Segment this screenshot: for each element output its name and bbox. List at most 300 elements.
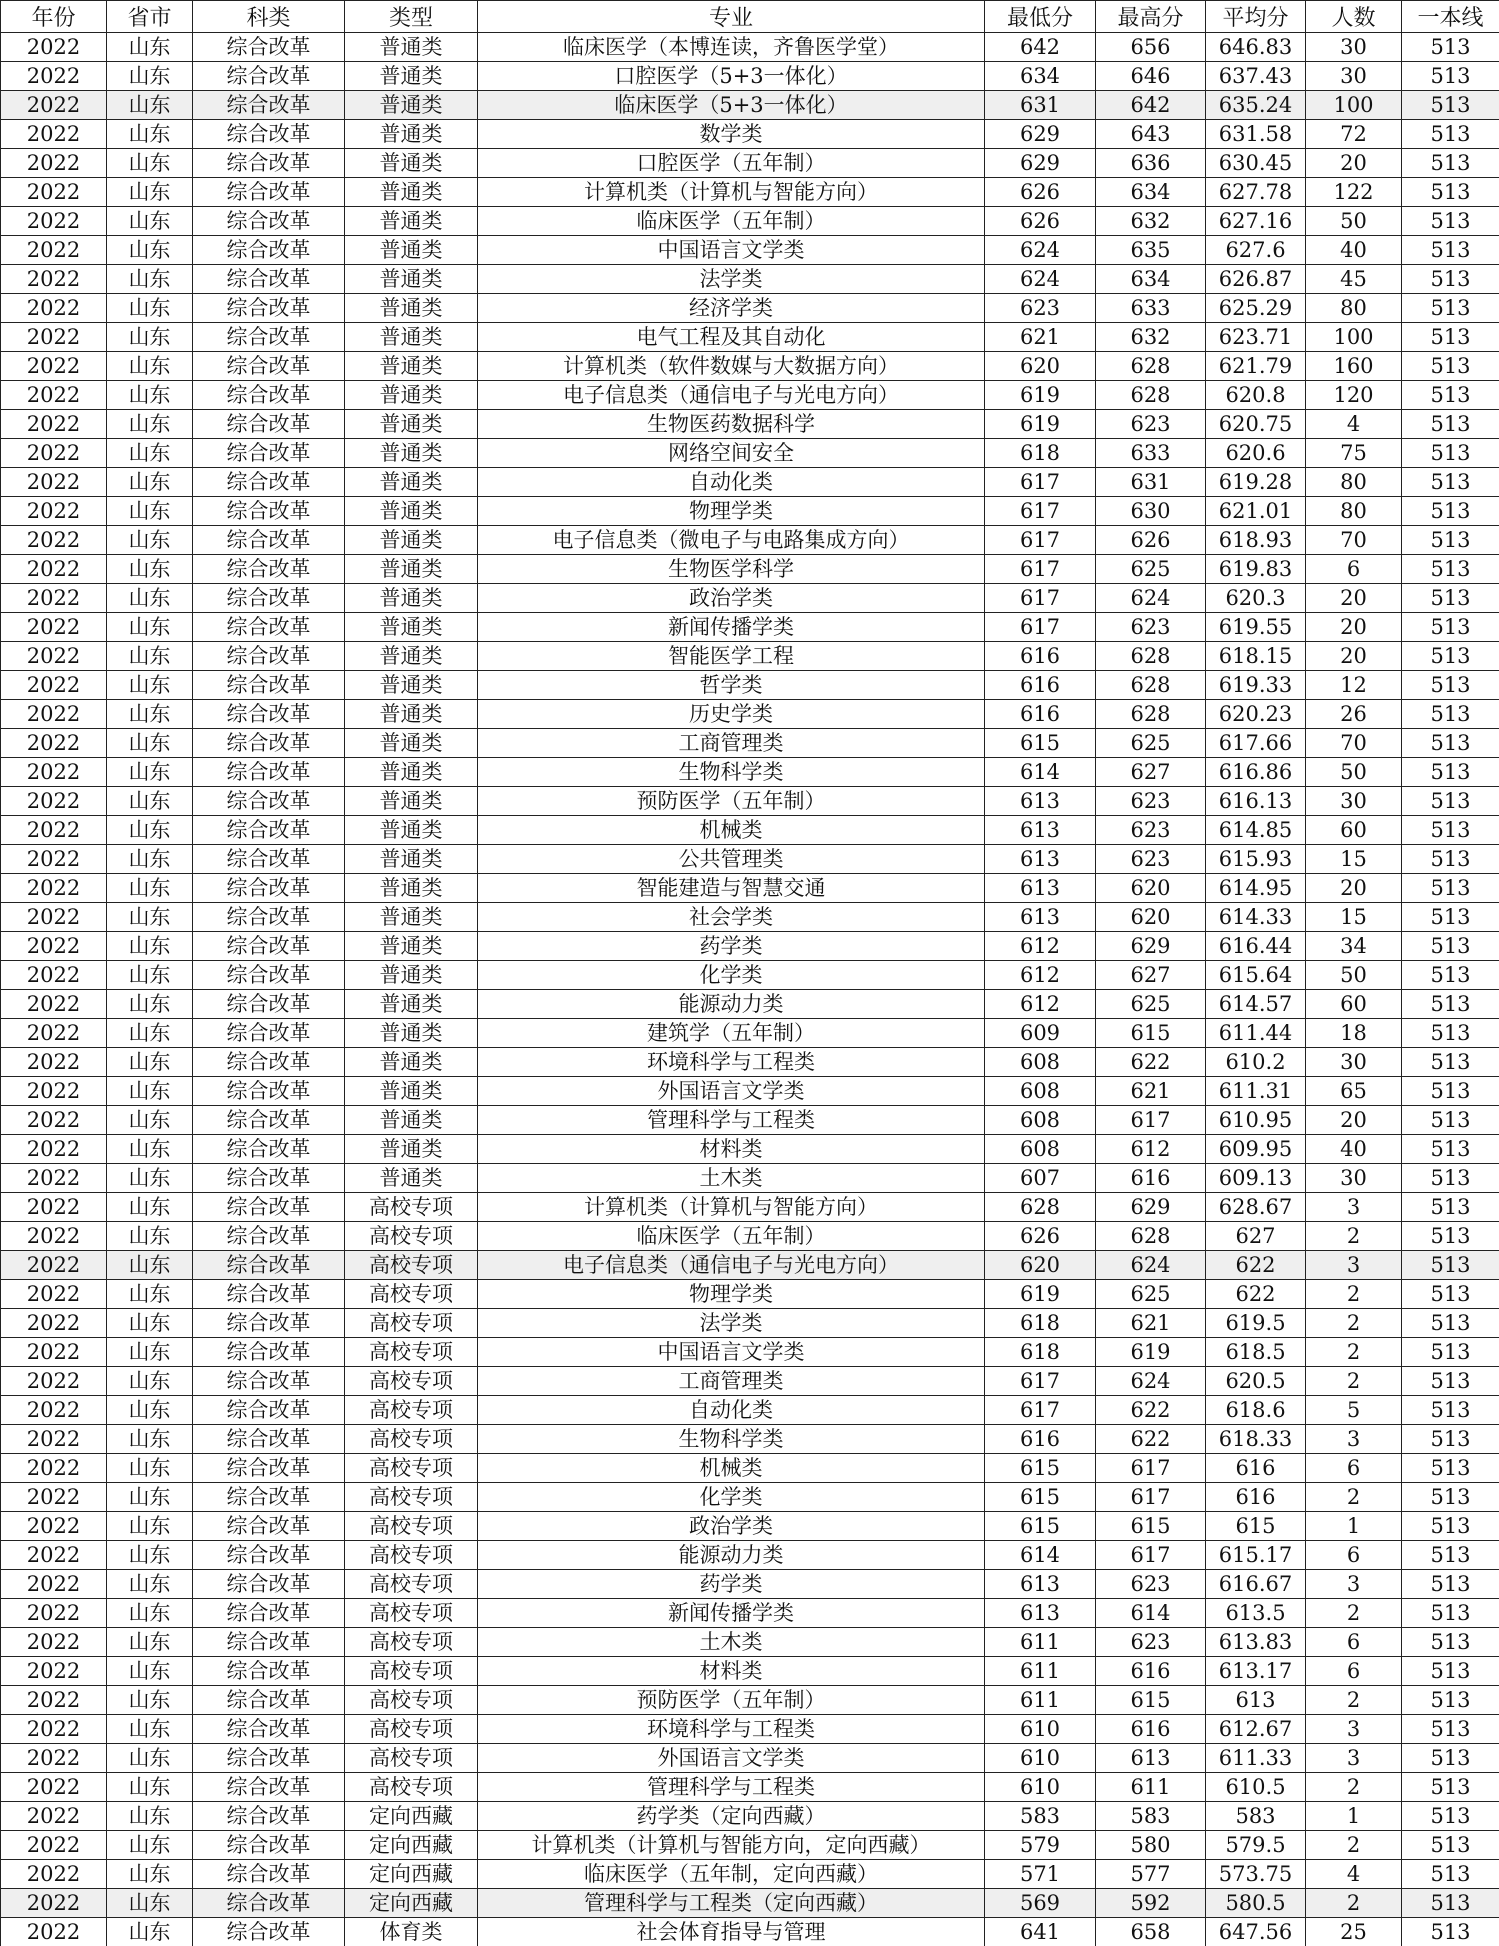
avg-score-cell: 619.83 (1206, 555, 1306, 584)
max-score-cell: 628 (1096, 700, 1206, 729)
count-cell: 1 (1306, 1802, 1402, 1831)
major-cell: 材料类 (478, 1135, 985, 1164)
year-cell: 2022 (1, 1802, 107, 1831)
max-score-cell: 623 (1096, 1570, 1206, 1599)
subject-cell: 综合改革 (193, 1280, 345, 1309)
max-score-cell: 620 (1096, 874, 1206, 903)
province-cell: 山东 (107, 1454, 193, 1483)
province-cell: 山东 (107, 1831, 193, 1860)
major-cell: 药学类 (478, 932, 985, 961)
major-cell: 物理学类 (478, 497, 985, 526)
tier1-line-cell: 513 (1402, 1512, 1499, 1541)
type-cell: 普通类 (345, 961, 478, 990)
max-score-cell: 628 (1096, 1222, 1206, 1251)
table-row (1, 439, 1499, 468)
tier1-line-cell: 513 (1402, 178, 1499, 207)
subject-cell: 综合改革 (193, 555, 345, 584)
avg-score-cell: 618.93 (1206, 526, 1306, 555)
province-cell: 山东 (107, 1657, 193, 1686)
table-row (1, 816, 1499, 845)
major-cell: 管理科学与工程类（定向西藏） (478, 1889, 985, 1918)
max-score-cell: 623 (1096, 845, 1206, 874)
year-cell: 2022 (1, 1657, 107, 1686)
min-score-cell: 642 (985, 33, 1096, 62)
max-score-cell: 622 (1096, 1396, 1206, 1425)
subject-cell: 综合改革 (193, 1251, 345, 1280)
tier1-line-cell: 513 (1402, 700, 1499, 729)
type-cell: 高校专项 (345, 1570, 478, 1599)
count-cell: 2 (1306, 1889, 1402, 1918)
tier1-line-cell: 513 (1402, 1019, 1499, 1048)
header-row (1, 1, 1499, 33)
province-cell: 山东 (107, 62, 193, 91)
major-cell: 政治学类 (478, 1512, 985, 1541)
max-score-cell: 625 (1096, 555, 1206, 584)
tier1-line-cell: 513 (1402, 758, 1499, 787)
table-row (1, 1918, 1499, 1946)
year-cell: 2022 (1, 1222, 107, 1251)
tier1-line-cell: 513 (1402, 439, 1499, 468)
province-cell: 山东 (107, 1512, 193, 1541)
type-cell: 高校专项 (345, 1251, 478, 1280)
table-row (1, 758, 1499, 787)
table-row (1, 1251, 1499, 1280)
tier1-line-cell: 513 (1402, 816, 1499, 845)
table-row (1, 1541, 1499, 1570)
type-cell: 普通类 (345, 526, 478, 555)
type-cell: 普通类 (345, 120, 478, 149)
tier1-line-cell: 513 (1402, 1454, 1499, 1483)
province-cell: 山东 (107, 1715, 193, 1744)
year-cell: 2022 (1, 1309, 107, 1338)
min-score-cell: 610 (985, 1773, 1096, 1802)
count-cell: 3 (1306, 1744, 1402, 1773)
year-cell: 2022 (1, 1831, 107, 1860)
type-cell: 普通类 (345, 178, 478, 207)
year-cell: 2022 (1, 874, 107, 903)
header-min-score: 最低分 (985, 1, 1096, 33)
min-score-cell: 634 (985, 62, 1096, 91)
avg-score-cell: 622 (1206, 1280, 1306, 1309)
avg-score-cell: 613 (1206, 1686, 1306, 1715)
subject-cell: 综合改革 (193, 1773, 345, 1802)
type-cell: 普通类 (345, 584, 478, 613)
year-cell: 2022 (1, 236, 107, 265)
count-cell: 30 (1306, 1164, 1402, 1193)
province-cell: 山东 (107, 439, 193, 468)
max-score-cell: 592 (1096, 1889, 1206, 1918)
province-cell: 山东 (107, 120, 193, 149)
major-cell: 中国语言文学类 (478, 236, 985, 265)
type-cell: 高校专项 (345, 1425, 478, 1454)
count-cell: 15 (1306, 845, 1402, 874)
major-cell: 口腔医学（五年制） (478, 149, 985, 178)
min-score-cell: 612 (985, 932, 1096, 961)
province-cell: 山东 (107, 1019, 193, 1048)
province-cell: 山东 (107, 1570, 193, 1599)
table-row (1, 1077, 1499, 1106)
table-row (1, 903, 1499, 932)
tier1-line-cell: 513 (1402, 613, 1499, 642)
avg-score-cell: 615.93 (1206, 845, 1306, 874)
count-cell: 70 (1306, 526, 1402, 555)
province-cell: 山东 (107, 613, 193, 642)
year-cell: 2022 (1, 1280, 107, 1309)
province-cell: 山东 (107, 1048, 193, 1077)
min-score-cell: 609 (985, 1019, 1096, 1048)
min-score-cell: 611 (985, 1657, 1096, 1686)
tier1-line-cell: 513 (1402, 1106, 1499, 1135)
max-score-cell: 624 (1096, 1367, 1206, 1396)
subject-cell: 综合改革 (193, 120, 345, 149)
count-cell: 2 (1306, 1773, 1402, 1802)
max-score-cell: 627 (1096, 758, 1206, 787)
avg-score-cell: 614.57 (1206, 990, 1306, 1019)
table-row (1, 468, 1499, 497)
min-score-cell: 620 (985, 1251, 1096, 1280)
type-cell: 普通类 (345, 729, 478, 758)
avg-score-cell: 620.5 (1206, 1367, 1306, 1396)
tier1-line-cell: 513 (1402, 1715, 1499, 1744)
tier1-line-cell: 513 (1402, 584, 1499, 613)
year-cell: 2022 (1, 1512, 107, 1541)
table-row (1, 1570, 1499, 1599)
subject-cell: 综合改革 (193, 1628, 345, 1657)
header-province: 省市 (107, 1, 193, 33)
province-cell: 山东 (107, 584, 193, 613)
subject-cell: 综合改革 (193, 613, 345, 642)
count-cell: 120 (1306, 381, 1402, 410)
year-cell: 2022 (1, 381, 107, 410)
table-row (1, 120, 1499, 149)
avg-score-cell: 637.43 (1206, 62, 1306, 91)
province-cell: 山东 (107, 207, 193, 236)
major-cell: 工商管理类 (478, 1367, 985, 1396)
year-cell: 2022 (1, 903, 107, 932)
count-cell: 3 (1306, 1715, 1402, 1744)
type-cell: 普通类 (345, 62, 478, 91)
type-cell: 普通类 (345, 294, 478, 323)
min-score-cell: 613 (985, 1570, 1096, 1599)
max-score-cell: 617 (1096, 1106, 1206, 1135)
province-cell: 山东 (107, 526, 193, 555)
count-cell: 6 (1306, 1657, 1402, 1686)
avg-score-cell: 621.01 (1206, 497, 1306, 526)
avg-score-cell: 613.83 (1206, 1628, 1306, 1657)
subject-cell: 综合改革 (193, 816, 345, 845)
type-cell: 高校专项 (345, 1367, 478, 1396)
tier1-line-cell: 513 (1402, 932, 1499, 961)
tier1-line-cell: 513 (1402, 1483, 1499, 1512)
major-cell: 生物医学科学 (478, 555, 985, 584)
min-score-cell: 624 (985, 265, 1096, 294)
tier1-line-cell: 513 (1402, 671, 1499, 700)
count-cell: 100 (1306, 91, 1402, 120)
count-cell: 50 (1306, 207, 1402, 236)
subject-cell: 综合改革 (193, 1889, 345, 1918)
count-cell: 80 (1306, 468, 1402, 497)
type-cell: 普通类 (345, 613, 478, 642)
year-cell: 2022 (1, 1367, 107, 1396)
type-cell: 高校专项 (345, 1338, 478, 1367)
table-row (1, 1106, 1499, 1135)
avg-score-cell: 614.85 (1206, 816, 1306, 845)
max-score-cell: 658 (1096, 1918, 1206, 1946)
max-score-cell: 630 (1096, 497, 1206, 526)
tier1-line-cell: 513 (1402, 1889, 1499, 1918)
year-cell: 2022 (1, 1918, 107, 1946)
major-cell: 物理学类 (478, 1280, 985, 1309)
year-cell: 2022 (1, 1251, 107, 1280)
province-cell: 山东 (107, 149, 193, 178)
max-score-cell: 613 (1096, 1744, 1206, 1773)
tier1-line-cell: 513 (1402, 1628, 1499, 1657)
year-cell: 2022 (1, 961, 107, 990)
major-cell: 历史学类 (478, 700, 985, 729)
subject-cell: 综合改革 (193, 62, 345, 91)
min-score-cell: 615 (985, 1454, 1096, 1483)
province-cell: 山东 (107, 294, 193, 323)
type-cell: 普通类 (345, 932, 478, 961)
avg-score-cell: 619.33 (1206, 671, 1306, 700)
min-score-cell: 613 (985, 874, 1096, 903)
max-score-cell: 583 (1096, 1802, 1206, 1831)
major-cell: 电气工程及其自动化 (478, 323, 985, 352)
max-score-cell: 628 (1096, 381, 1206, 410)
tier1-line-cell: 513 (1402, 1686, 1499, 1715)
year-cell: 2022 (1, 526, 107, 555)
tier1-line-cell: 513 (1402, 1599, 1499, 1628)
province-cell: 山东 (107, 178, 193, 207)
type-cell: 普通类 (345, 816, 478, 845)
max-score-cell: 625 (1096, 729, 1206, 758)
tier1-line-cell: 513 (1402, 149, 1499, 178)
major-cell: 计算机类（计算机与智能方向） (478, 1193, 985, 1222)
tier1-line-cell: 513 (1402, 1222, 1499, 1251)
count-cell: 3 (1306, 1570, 1402, 1599)
tier1-line-cell: 513 (1402, 903, 1499, 932)
subject-cell: 综合改革 (193, 1541, 345, 1570)
table-row (1, 787, 1499, 816)
tier1-line-cell: 513 (1402, 845, 1499, 874)
province-cell: 山东 (107, 1222, 193, 1251)
avg-score-cell: 626.87 (1206, 265, 1306, 294)
max-score-cell: 623 (1096, 816, 1206, 845)
major-cell: 计算机类（计算机与智能方向，定向西藏） (478, 1831, 985, 1860)
table-row (1, 1715, 1499, 1744)
max-score-cell: 616 (1096, 1715, 1206, 1744)
tier1-line-cell: 513 (1402, 1860, 1499, 1889)
max-score-cell: 614 (1096, 1599, 1206, 1628)
type-cell: 定向西藏 (345, 1802, 478, 1831)
major-cell: 智能建造与智慧交通 (478, 874, 985, 903)
province-cell: 山东 (107, 1251, 193, 1280)
max-score-cell: 625 (1096, 990, 1206, 1019)
min-score-cell: 623 (985, 294, 1096, 323)
table-row (1, 1483, 1499, 1512)
type-cell: 普通类 (345, 787, 478, 816)
year-cell: 2022 (1, 439, 107, 468)
type-cell: 体育类 (345, 1918, 478, 1946)
table-row (1, 62, 1499, 91)
table-row (1, 961, 1499, 990)
avg-score-cell: 618.5 (1206, 1338, 1306, 1367)
table-row (1, 1628, 1499, 1657)
subject-cell: 综合改革 (193, 700, 345, 729)
table-row (1, 1338, 1499, 1367)
year-cell: 2022 (1, 468, 107, 497)
tier1-line-cell: 513 (1402, 33, 1499, 62)
max-score-cell: 616 (1096, 1657, 1206, 1686)
tier1-line-cell: 513 (1402, 1918, 1499, 1946)
avg-score-cell: 620.8 (1206, 381, 1306, 410)
major-cell: 法学类 (478, 1309, 985, 1338)
province-cell: 山东 (107, 642, 193, 671)
subject-cell: 综合改革 (193, 1686, 345, 1715)
min-score-cell: 641 (985, 1918, 1096, 1946)
table-body (1, 33, 1499, 1946)
tier1-line-cell: 513 (1402, 1744, 1499, 1773)
count-cell: 3 (1306, 1425, 1402, 1454)
count-cell: 160 (1306, 352, 1402, 381)
province-cell: 山东 (107, 990, 193, 1019)
count-cell: 2 (1306, 1338, 1402, 1367)
max-score-cell: 632 (1096, 207, 1206, 236)
subject-cell: 综合改革 (193, 932, 345, 961)
major-cell: 土木类 (478, 1164, 985, 1193)
type-cell: 高校专项 (345, 1744, 478, 1773)
subject-cell: 综合改革 (193, 1599, 345, 1628)
min-score-cell: 615 (985, 1483, 1096, 1512)
year-cell: 2022 (1, 323, 107, 352)
count-cell: 20 (1306, 1106, 1402, 1135)
table-row (1, 990, 1499, 1019)
table-row (1, 555, 1499, 584)
subject-cell: 综合改革 (193, 178, 345, 207)
major-cell: 口腔医学（5+3一体化） (478, 62, 985, 91)
major-cell: 数学类 (478, 120, 985, 149)
subject-cell: 综合改革 (193, 1193, 345, 1222)
subject-cell: 综合改革 (193, 961, 345, 990)
header-subject: 科类 (193, 1, 345, 33)
min-score-cell: 607 (985, 1164, 1096, 1193)
subject-cell: 综合改革 (193, 642, 345, 671)
min-score-cell: 616 (985, 642, 1096, 671)
count-cell: 50 (1306, 758, 1402, 787)
major-cell: 网络空间安全 (478, 439, 985, 468)
avg-score-cell: 621.79 (1206, 352, 1306, 381)
table-row (1, 526, 1499, 555)
province-cell: 山东 (107, 671, 193, 700)
tier1-line-cell: 513 (1402, 1309, 1499, 1338)
year-cell: 2022 (1, 613, 107, 642)
tier1-line-cell: 513 (1402, 1280, 1499, 1309)
type-cell: 高校专项 (345, 1309, 478, 1338)
year-cell: 2022 (1, 1541, 107, 1570)
avg-score-cell: 573.75 (1206, 1860, 1306, 1889)
year-cell: 2022 (1, 787, 107, 816)
count-cell: 6 (1306, 1454, 1402, 1483)
subject-cell: 综合改革 (193, 787, 345, 816)
avg-score-cell: 623.71 (1206, 323, 1306, 352)
min-score-cell: 579 (985, 1831, 1096, 1860)
year-cell: 2022 (1, 584, 107, 613)
year-cell: 2022 (1, 62, 107, 91)
avg-score-cell: 610.95 (1206, 1106, 1306, 1135)
type-cell: 高校专项 (345, 1222, 478, 1251)
min-score-cell: 611 (985, 1686, 1096, 1715)
min-score-cell: 624 (985, 236, 1096, 265)
max-score-cell: 642 (1096, 91, 1206, 120)
count-cell: 20 (1306, 642, 1402, 671)
avg-score-cell: 620.6 (1206, 439, 1306, 468)
subject-cell: 综合改革 (193, 497, 345, 526)
subject-cell: 综合改革 (193, 1222, 345, 1251)
count-cell: 20 (1306, 874, 1402, 903)
year-cell: 2022 (1, 33, 107, 62)
count-cell: 3 (1306, 1251, 1402, 1280)
subject-cell: 综合改革 (193, 1019, 345, 1048)
type-cell: 普通类 (345, 555, 478, 584)
avg-score-cell: 618.15 (1206, 642, 1306, 671)
tier1-line-cell: 513 (1402, 874, 1499, 903)
count-cell: 30 (1306, 787, 1402, 816)
table-row (1, 236, 1499, 265)
avg-score-cell: 615.64 (1206, 961, 1306, 990)
max-score-cell: 646 (1096, 62, 1206, 91)
tier1-line-cell: 513 (1402, 207, 1499, 236)
min-score-cell: 613 (985, 903, 1096, 932)
tier1-line-cell: 513 (1402, 1773, 1499, 1802)
major-cell: 新闻传播学类 (478, 1599, 985, 1628)
count-cell: 18 (1306, 1019, 1402, 1048)
count-cell: 12 (1306, 671, 1402, 700)
year-cell: 2022 (1, 265, 107, 294)
max-score-cell: 611 (1096, 1773, 1206, 1802)
count-cell: 70 (1306, 729, 1402, 758)
province-cell: 山东 (107, 323, 193, 352)
year-cell: 2022 (1, 700, 107, 729)
min-score-cell: 617 (985, 584, 1096, 613)
min-score-cell: 614 (985, 758, 1096, 787)
tier1-line-cell: 513 (1402, 1164, 1499, 1193)
tier1-line-cell: 513 (1402, 1396, 1499, 1425)
subject-cell: 综合改革 (193, 1048, 345, 1077)
type-cell: 普通类 (345, 1077, 478, 1106)
table-row (1, 149, 1499, 178)
subject-cell: 综合改革 (193, 903, 345, 932)
table-row (1, 1686, 1499, 1715)
province-cell: 山东 (107, 1280, 193, 1309)
max-score-cell: 624 (1096, 1251, 1206, 1280)
subject-cell: 综合改革 (193, 758, 345, 787)
min-score-cell: 613 (985, 1599, 1096, 1628)
min-score-cell: 610 (985, 1744, 1096, 1773)
max-score-cell: 633 (1096, 294, 1206, 323)
year-cell: 2022 (1, 758, 107, 787)
max-score-cell: 643 (1096, 120, 1206, 149)
subject-cell: 综合改革 (193, 207, 345, 236)
avg-score-cell: 647.56 (1206, 1918, 1306, 1946)
tier1-line-cell: 513 (1402, 1367, 1499, 1396)
count-cell: 20 (1306, 584, 1402, 613)
table-row (1, 1425, 1499, 1454)
year-cell: 2022 (1, 1425, 107, 1454)
tier1-line-cell: 513 (1402, 1831, 1499, 1860)
type-cell: 普通类 (345, 1106, 478, 1135)
count-cell: 34 (1306, 932, 1402, 961)
tier1-line-cell: 513 (1402, 787, 1499, 816)
